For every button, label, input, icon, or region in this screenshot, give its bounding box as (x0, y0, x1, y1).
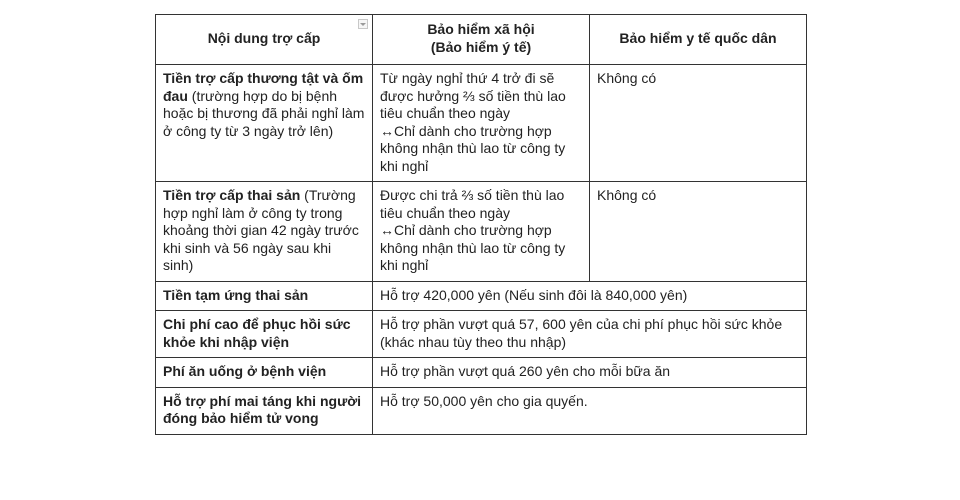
benefit-title: Tiền trợ cấp thương tật và ốm đau (163, 70, 364, 104)
benefit-title: Tiền trợ cấp thai sản (163, 187, 301, 203)
header-social-insurance (373, 15, 590, 65)
table-header-row (156, 15, 807, 65)
merged-benefit-cell: Hỗ trợ 50,000 yên cho gia quyến. (373, 387, 807, 434)
benefit-name-cell (156, 358, 373, 388)
benefit-name-cell (156, 65, 373, 182)
social-insurance-text: Từ ngày nghỉ thứ 4 trở đi sẽ được hưởng ⅔ số tiền thù lao tiêu chuẩn theo ngày ↔Chỉ dành cho trường hợp không nhận thù lao từ công ty khi nghỉ (380, 70, 566, 174)
benefit-note: (Trường hợp nghỉ làm ở công ty trong khoảng thời gian 42 ngày trước khi sinh và 56 ngày sau khi sinh) (163, 187, 359, 273)
merged-benefit-cell: Hỗ trợ phần vượt quá 260 yên cho mỗi bữa ăn (373, 358, 807, 388)
benefit-title: Tiền tạm ứng thai sản (163, 286, 309, 303)
table-row (156, 182, 807, 282)
benefit-title: Chi phí cao để phục hồi sức khỏe khi nhập viện (163, 316, 351, 350)
benefit-title: Hỗ trợ phí mai táng khi người đóng bảo hiểm tử vong (163, 392, 362, 426)
benefit-name-cell (156, 311, 373, 358)
header-benefit-content-label: Nội dung trợ cấp (207, 29, 321, 46)
national-insurance-cell: Không có (590, 182, 807, 282)
benefit-name-cell (156, 281, 373, 311)
table-row (156, 358, 807, 388)
table-row (156, 387, 807, 434)
national-insurance-cell: Không có (590, 65, 807, 182)
social-insurance-text: Được chi trả ⅔ số tiền thù lao tiêu chuẩn theo ngày ↔Chỉ dành cho trường hợp không nhận thù lao từ công ty khi nghỉ (380, 187, 566, 273)
table-row (156, 65, 807, 182)
insurance-benefits-table (155, 14, 807, 435)
table-row (156, 311, 807, 358)
header-social-insurance-sublabel: (Bảo hiểm ý tế) (430, 38, 532, 55)
dropdown-filter-icon[interactable] (358, 19, 368, 29)
merged-benefit-cell: Hỗ trợ 420,000 yên (Nếu sinh đôi là 840,000 yên) (373, 281, 807, 311)
header-national-health-insurance: Bảo hiểm y tế quốc dân (590, 15, 807, 65)
benefit-name-cell (156, 182, 373, 282)
merged-benefit-cell: Hỗ trợ phần vượt quá 57, 600 yên của chi phí phục hồi sức khỏe (khác nhau tùy theo thu nhập) (373, 311, 807, 358)
header-social-insurance-label: Bảo hiểm xã hội (427, 21, 535, 37)
social-insurance-cell (373, 182, 590, 282)
header-benefit-content (156, 15, 373, 65)
benefit-note: (trường hợp do bị bệnh hoặc bị thương đã phải nghỉ làm ở công ty từ 3 ngày trở lên) (163, 87, 365, 139)
benefit-name-cell (156, 387, 373, 434)
benefit-title: Phí ăn uống ở bệnh viện (163, 363, 327, 379)
social-insurance-cell (373, 65, 590, 182)
table-row (156, 281, 807, 311)
